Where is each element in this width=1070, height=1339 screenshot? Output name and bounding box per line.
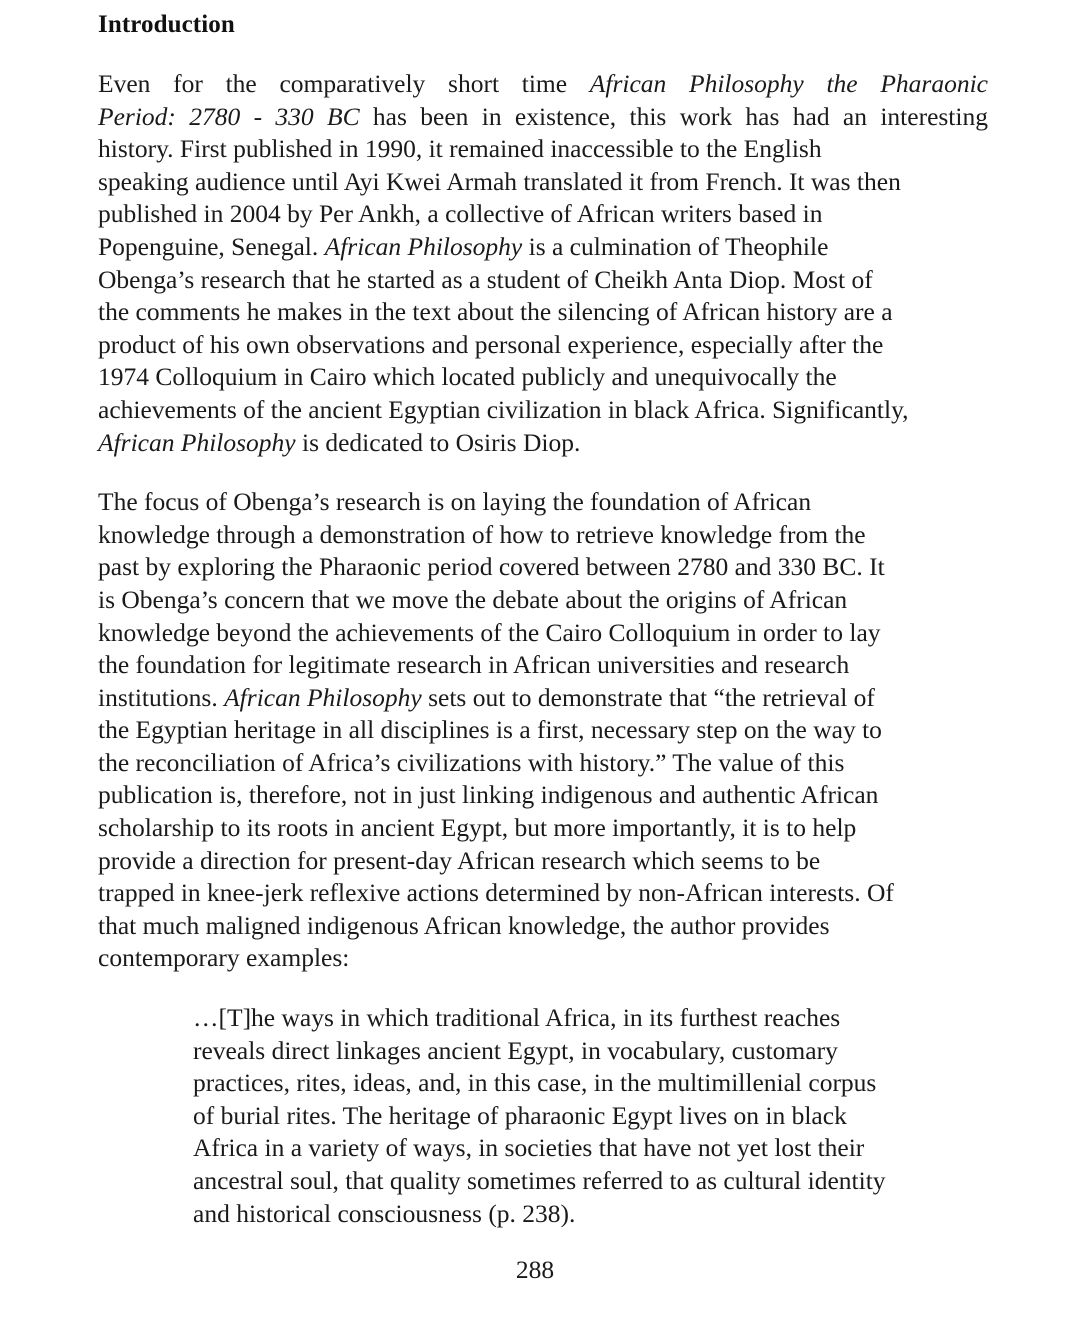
paragraph-1-line-1	[98, 68, 988, 101]
paragraph-1-line-10: 1974 Colloquium in Cairo which located publicly and unequivocally the	[98, 362, 837, 392]
paragraph-1-line-3: history. First published in 1990, it remained inaccessible to the English	[98, 134, 822, 164]
paragraph-2-line-11: scholarship to its roots in ancient Egypt, but more importantly, it is to help	[98, 813, 857, 843]
paragraph-2	[98, 486, 988, 975]
page-number: 288	[515, 1255, 555, 1284]
paragraph-2-line-10: publication is, therefore, not in just linking indigenous and authentic African	[98, 780, 879, 810]
page-content	[98, 8, 988, 1230]
book-title-italic: African Philosophy	[224, 682, 422, 712]
paragraph-2-line-7	[98, 682, 988, 715]
paragraph-1-line-11: achievements of the ancient Egyptian civilization in black Africa. Significantly,	[98, 394, 909, 424]
paragraph-1-line-5: published in 2004 by Per Ankh, a collective of African writers based in	[98, 199, 823, 229]
paragraph-2-line-9: the reconciliation of Africa’s civilizations with history.” The value of this	[98, 747, 845, 777]
paragraph-1-line-9: product of his own observations and personal experience, especially after the	[98, 329, 884, 359]
paragraph-2-line-12: provide a direction for present-day African research which seems to be	[98, 845, 821, 875]
book-title-italic: African Philosophy the Pharaonic	[589, 69, 988, 98]
paragraph-2-line-2: knowledge through a demonstration of how to retrieve knowledge from the	[98, 519, 866, 549]
blockquote-line-7: and historical consciousness (p. 238).	[193, 1198, 576, 1228]
book-title-italic: African Philosophy	[98, 427, 296, 457]
paragraph-1-line-2	[98, 101, 988, 134]
text-run: is a culmination of Theophile	[522, 231, 829, 261]
paragraph-2-line-15: contemporary examples:	[98, 943, 350, 973]
blockquote-line-3: practices, rites, ideas, and, in this case, in the multimillenial corpus	[193, 1068, 877, 1098]
paragraph-1-line-7: Obenga’s research that he started as a student of Cheikh Anta Diop. Most of	[98, 264, 873, 294]
paragraph-2-line-1: The focus of Obenga’s research is on laying the foundation of African	[98, 487, 812, 517]
paragraph-2-line-14: that much maligned indigenous African knowledge, the author provides	[98, 910, 830, 940]
blockquote-line-2: reveals direct linkages ancient Egypt, in vocabulary, customary	[193, 1035, 838, 1065]
blockquote-line-6: ancestral soul, that quality sometimes referred to as cultural identity	[193, 1166, 886, 1195]
paragraph-2-line-8: the Egyptian heritage in all disciplines is a first, necessary step on the way to	[98, 715, 882, 745]
paragraph-1-line-12	[98, 427, 988, 460]
blockquote-line-4: of burial rites. The heritage of pharaonic Egypt lives on in black	[193, 1100, 847, 1130]
text-run: is dedicated to Osiris Diop.	[295, 427, 581, 457]
text-run: sets out to demonstrate that “the retrieval of	[421, 682, 875, 712]
paragraph-2-line-13: trapped in knee-jerk reflexive actions determined by non-African interests. Of	[98, 878, 894, 908]
block-quotation	[98, 1002, 988, 1230]
page-title: Introduction	[98, 11, 235, 38]
paragraph-2-line-4: is Obenga’s concern that we move the debate about the origins of African	[98, 584, 848, 614]
paragraph-2-line-6: the foundation for legitimate research in African universities and research	[98, 650, 850, 680]
paragraph-1-line-4: speaking audience until Ayi Kwei Armah translated it from French. It was then	[98, 166, 901, 196]
blockquote-line-1: …[T]he ways in which traditional Africa, in its furthest reaches	[193, 1003, 841, 1033]
text-run: has been in existence, this work has had an interesting	[359, 101, 988, 131]
paragraph-1-line-6	[98, 231, 988, 264]
paragraph-1	[98, 68, 988, 459]
text-run: Even for the comparatively short time	[98, 69, 590, 98]
paragraph-2-line-3: past by exploring the Pharaonic period covered between 2780 and 330 BC. It	[98, 552, 885, 582]
text-run: Popenguine, Senegal.	[98, 231, 325, 261]
book-title-italic: African Philosophy	[324, 231, 523, 261]
text-run: institutions.	[98, 682, 225, 712]
paragraph-2-line-5: knowledge beyond the achievements of the Cairo Colloquium in order to lay	[98, 617, 881, 647]
book-title-italic: Period: 2780 - 330 BC	[98, 101, 360, 131]
blockquote-line-5: Africa in a variety of ways, in societies that have not yet lost their	[193, 1133, 865, 1163]
paragraph-1-line-8: the comments he makes in the text about the silencing of African history are a	[98, 297, 893, 327]
